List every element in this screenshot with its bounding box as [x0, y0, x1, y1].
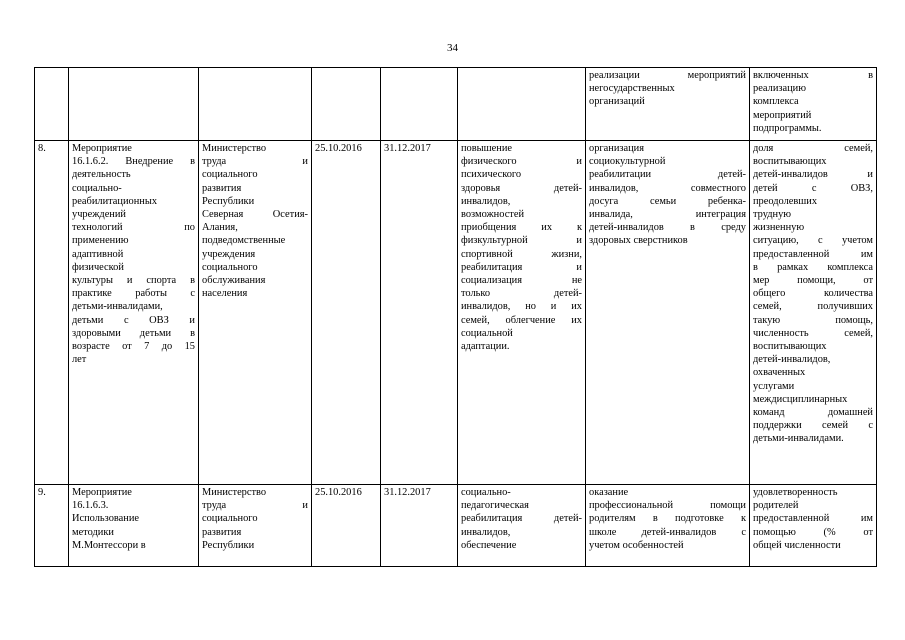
cell-text-line: возможностей	[461, 209, 525, 221]
start-date-cell	[312, 68, 381, 141]
cell-text-line: организация	[589, 143, 645, 154]
cell-text-line: инвалидов, но и их	[461, 301, 582, 313]
cell-text-line: труда и	[202, 156, 308, 168]
indicators-cell	[750, 141, 877, 485]
cell-text-line: учреждения	[202, 248, 256, 260]
cell-text-line: детей-инвалидов и	[753, 169, 873, 181]
cell-text-line: детей с ОВЗ,	[753, 182, 873, 194]
directions-cell	[586, 485, 750, 567]
cell-text-line: адаптивной	[72, 248, 124, 260]
cell-text-line: подведомственные	[202, 235, 286, 247]
end-date-cell	[381, 68, 458, 141]
cell-text-line: команд домашней	[753, 407, 873, 419]
cell-text-line: негосударственных	[589, 83, 675, 95]
cell-text-line: семей, облегчение их	[461, 314, 582, 326]
cell-text-line: обслуживания	[202, 275, 266, 287]
cell-text-line: педагогическая	[461, 500, 529, 512]
cell-text-line: услугами	[753, 380, 795, 392]
cell-text-line: физической	[72, 261, 124, 273]
cell-text-line: детьми-инвалидами,	[72, 301, 163, 313]
cell-text-line: школе детей-инвалидов с	[589, 526, 746, 538]
page-number: 34	[447, 42, 458, 54]
cell-text-line: возрасте от 7 до 15	[72, 341, 195, 353]
cell-text-line: доля семей,	[753, 143, 873, 154]
cell-text-line: реабилитационных	[72, 195, 158, 207]
cell-text-line: реализацию	[753, 83, 806, 95]
start-date-cell: 25.10.2016	[312, 485, 381, 567]
cell-text-line: реабилитация и	[461, 261, 582, 273]
event-cell	[69, 68, 199, 141]
cell-text-line: культуры и спорта в	[72, 275, 195, 287]
cell-text-line: подпрограммы.	[753, 122, 822, 134]
cell-text-line: такую помощь,	[753, 314, 873, 326]
cell-text-line: обеспечение	[461, 539, 517, 551]
row-number-cell	[35, 141, 69, 485]
cell-text-line: Алания,	[202, 222, 238, 234]
cell-text-line: физического и	[461, 156, 582, 168]
cell-text-line: междисциплинарных	[753, 393, 848, 405]
cell-text-line: предоставленной им	[753, 513, 873, 525]
cell-text-line: социализация не	[461, 275, 582, 287]
end-date-cell: 31.12.2017	[381, 485, 458, 567]
cell-text-line: учреждений	[72, 209, 126, 221]
cell-text-line: Республики	[202, 195, 255, 207]
cell-text-line: численность семей,	[753, 327, 873, 339]
cell-text-line: социальной	[461, 327, 513, 339]
cell-text-line: социального	[202, 261, 258, 273]
cell-text-line: охваченных	[753, 367, 806, 379]
cell-text-line: социокультурной	[589, 156, 666, 168]
cell-text-line: развития	[202, 526, 242, 538]
cell-text-line: родителей	[753, 500, 799, 512]
cell-text-line: применению	[72, 235, 129, 247]
cell-text-line: предоставленной им	[753, 248, 873, 260]
cell-text-line: трудную	[753, 209, 792, 221]
cell-text-line: труда и	[202, 500, 308, 512]
cell-text-line: жизненную	[753, 222, 805, 234]
cell-text-line: родителям в подготовке к	[589, 513, 746, 525]
cell-text-line: социального	[202, 169, 258, 181]
cell-text-line: здоровья детей-	[461, 182, 582, 194]
row-number-cell	[35, 485, 69, 567]
cell-text-line: 16.1.6.3.	[72, 500, 109, 512]
cell-text-line: мер помощи, от	[753, 275, 873, 287]
cell-text-line: социально-	[461, 487, 511, 498]
cell-text-line: Министерство	[202, 143, 267, 154]
end-date-cell: 31.12.2017	[381, 141, 458, 485]
cell-text-line: оказание	[589, 487, 629, 498]
cell-text-line: адаптации.	[461, 341, 510, 353]
cell-text-line: развития	[202, 182, 242, 194]
cell-text-line: в рамках комплекса	[753, 261, 873, 273]
cell-text-line: Министерство	[202, 487, 267, 498]
cell-text-line: 9.	[38, 487, 46, 498]
cell-text-line: здоровыми детьми в	[72, 327, 195, 339]
cell-text-line: общего количества	[753, 288, 873, 300]
cell-text-line: социально-	[72, 182, 122, 194]
cell-text-line: только детей-	[461, 288, 582, 300]
cell-text-line: технологий по	[72, 222, 195, 234]
cell-text-line: профессиональной помощи	[589, 500, 746, 512]
indicators-cell	[750, 485, 877, 567]
cell-text-line: повышение	[461, 143, 512, 154]
cell-text-line: преодолевших	[753, 195, 818, 207]
executor-cell	[199, 68, 312, 141]
cell-text-line: семей, получивших	[753, 301, 873, 313]
expected-result-cell	[458, 485, 586, 567]
directions-cell	[586, 141, 750, 485]
cell-text-line: социального	[202, 513, 258, 525]
cell-text-line: Мероприятие	[72, 487, 132, 498]
row-number-cell	[35, 68, 69, 141]
cell-text-line: спортивной жизни,	[461, 248, 582, 260]
executor-cell	[199, 141, 312, 485]
cell-text-line: лет	[72, 354, 87, 366]
cell-text-line: детей-инвалидов в среду	[589, 222, 746, 234]
cell-text-line: комплекса	[753, 96, 799, 108]
cell-text-line: Республики	[202, 539, 255, 551]
table-row	[35, 141, 877, 485]
cell-text-line: методики	[72, 526, 114, 538]
cell-text-line: учетом особенностей	[589, 539, 684, 551]
cell-text-line: детьми с ОВЗ и	[72, 314, 195, 326]
cell-text-line: приобщения их к	[461, 222, 582, 234]
table-row	[35, 485, 877, 567]
cell-text-line: инвалидов, совместного	[589, 182, 746, 194]
cell-text-line: реабилитации детей-	[589, 169, 746, 181]
cell-text-line: 16.1.6.2. Внедрение в	[72, 156, 195, 168]
expected-result-cell	[458, 141, 586, 485]
expected-result-cell	[458, 68, 586, 141]
indicators-cell	[750, 68, 877, 141]
cell-text-line: воспитывающих	[753, 156, 827, 168]
cell-text-line: инвалида, интеграция	[589, 209, 746, 221]
event-cell	[69, 485, 199, 567]
cell-text-line: детей-инвалидов,	[753, 354, 831, 366]
cell-text-line: здоровых сверстников	[589, 235, 688, 247]
cell-text-line: общей численности	[753, 539, 841, 551]
cell-text-line: инвалидов,	[461, 526, 511, 538]
cell-text-line: Северная Осетия-	[202, 209, 308, 221]
cell-text-line: населения	[202, 288, 248, 300]
directions-cell	[586, 68, 750, 141]
cell-text-line: физкультурной и	[461, 235, 582, 247]
cell-text-line: деятельность	[72, 169, 131, 181]
table-row	[35, 68, 877, 141]
events-table	[34, 67, 877, 567]
cell-text-line: досуга семьи ребенка-	[589, 195, 746, 207]
cell-text-line: 8.	[38, 143, 46, 154]
cell-text-line: психического	[461, 169, 522, 181]
executor-cell	[199, 485, 312, 567]
cell-text-line: реабилитация детей-	[461, 513, 582, 525]
event-cell	[69, 141, 199, 485]
cell-text-line: М.Монтессори в	[72, 539, 146, 551]
cell-text-line: ситуацию, с учетом	[753, 235, 873, 247]
cell-text-line: Использование	[72, 513, 140, 525]
cell-text-line: включенных в	[753, 70, 873, 81]
cell-text-line: практике работы с	[72, 288, 195, 300]
cell-text-line: помощью (% от	[753, 526, 873, 538]
cell-text-line: удовлетворенность	[753, 487, 838, 498]
cell-text-line: инвалидов,	[461, 195, 511, 207]
cell-text-line: мероприятий	[753, 109, 812, 121]
cell-text-line: поддержки семей с	[753, 420, 873, 432]
cell-text-line: Мероприятие	[72, 143, 132, 154]
start-date-cell: 25.10.2016	[312, 141, 381, 485]
cell-text-line: детьми-инвалидами.	[753, 433, 844, 445]
cell-text-line: организаций	[589, 96, 645, 108]
cell-text-line: реализации мероприятий	[589, 70, 746, 81]
cell-text-line: воспитывающих	[753, 341, 827, 353]
